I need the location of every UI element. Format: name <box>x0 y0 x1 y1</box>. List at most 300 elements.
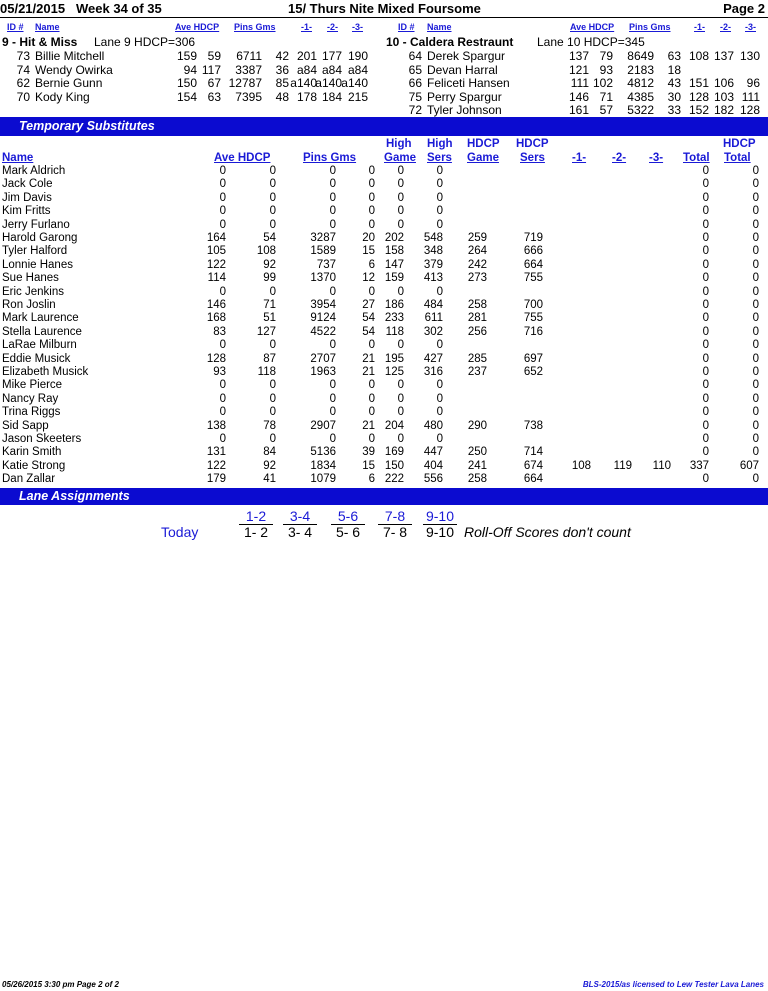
sub-pins: 0 <box>329 191 336 204</box>
sub-pins: 0 <box>329 178 336 191</box>
sub-total: 0 <box>702 272 709 285</box>
team-member-g1: 201 <box>296 49 317 63</box>
team-member-pins: 5322 <box>627 103 654 117</box>
sub-hdcp: 0 <box>269 205 276 218</box>
sub-total: 0 <box>702 392 709 405</box>
sub-hcs: 652 <box>523 366 543 378</box>
team-member-g3: a84 <box>347 62 368 77</box>
col-total: Total <box>683 152 710 164</box>
sub-hcs: 664 <box>523 258 543 271</box>
team-member-ave: 150 <box>176 76 197 90</box>
sub-ave: 168 <box>206 312 226 325</box>
team-col-g1: -1- <box>301 22 312 32</box>
sub-htotal: 0 <box>752 312 759 325</box>
sub-total: 0 <box>702 232 709 244</box>
sub-pins: 1079 <box>310 473 336 486</box>
sub-gms: 15 <box>362 245 375 258</box>
sub-pins: 0 <box>329 205 336 218</box>
sub-hcg: 273 <box>467 272 487 285</box>
team-member-gms: 33 <box>667 103 681 117</box>
sub-total: 0 <box>702 312 709 325</box>
sub-ave: 105 <box>206 245 226 258</box>
sub-hs: 404 <box>423 459 443 472</box>
sub-hs: 0 <box>436 379 443 392</box>
sub-ave: 0 <box>219 218 226 231</box>
team-member-hdcp: 59 <box>207 49 221 63</box>
col-hdcp-sers: Sers <box>520 152 545 164</box>
lane-assignment-today: 9-10 <box>425 524 455 540</box>
team-member-id: 70 <box>16 89 30 104</box>
sub-total: 0 <box>702 352 709 365</box>
team-member-g2: 106 <box>713 76 734 90</box>
sub-total: 0 <box>702 218 709 231</box>
sub-gms: 27 <box>362 299 375 311</box>
lane-pair-header: 9-10 <box>425 508 455 524</box>
sub-ave: 0 <box>219 205 226 218</box>
sub-ave: 122 <box>206 459 226 472</box>
sub-hdcp: 0 <box>269 392 276 405</box>
team-member-hdcp: 71 <box>599 89 613 104</box>
sub-hg: 150 <box>384 459 404 472</box>
sub-hdcp: 0 <box>269 165 276 177</box>
col-hdcp-game: Game <box>467 152 499 164</box>
col-high-game-top: High <box>386 138 412 150</box>
team-member-g2: 177 <box>321 49 342 63</box>
sub-pins: 1370 <box>310 272 336 285</box>
sub-total: 337 <box>689 459 709 472</box>
col-hdcp-total-top: HDCP <box>723 138 756 150</box>
sub-ave: 0 <box>219 165 226 177</box>
sub-name: Trina Riggs <box>2 406 61 419</box>
lane-pair-header: 7-8 <box>384 508 406 524</box>
sub-gms: 20 <box>362 232 375 244</box>
team-member-g2: 184 <box>321 89 342 104</box>
team-member-gms: 36 <box>275 62 289 77</box>
sub-pins: 0 <box>329 339 336 352</box>
sub-hg: 0 <box>397 406 404 419</box>
sub-g1: 108 <box>571 459 591 472</box>
lane-assignment-today: 5- 6 <box>335 524 361 540</box>
sub-hg: 0 <box>397 379 404 392</box>
sub-gms: 21 <box>362 366 375 378</box>
team-info: Lane 10 HDCP=345 <box>537 35 645 49</box>
sub-pins: 1834 <box>310 459 336 472</box>
sub-hs: 0 <box>436 339 443 352</box>
sub-hcg: 264 <box>467 245 487 258</box>
col-hdcp-sers-top: HDCP <box>516 138 549 150</box>
team-member-g1: 178 <box>296 89 317 104</box>
sub-ave: 114 <box>207 272 226 285</box>
lane-pair-header: 5-6 <box>337 508 359 524</box>
sub-gms: 0 <box>368 165 375 177</box>
sub-hcs: 700 <box>523 299 543 311</box>
sub-gms: 0 <box>368 218 375 231</box>
sub-name: Mark Laurence <box>2 312 79 325</box>
sub-hg: 0 <box>397 433 404 445</box>
sub-hg: 159 <box>384 272 404 285</box>
team-member-gms: 63 <box>667 49 681 63</box>
sub-hdcp: 0 <box>269 285 276 298</box>
team-member-id: 75 <box>408 89 422 104</box>
team-member-gms: 18 <box>667 62 681 77</box>
lane-pair-header: 1-2 <box>245 508 267 524</box>
sub-total: 0 <box>702 165 709 177</box>
sub-hs: 348 <box>423 245 443 258</box>
sub-hdcp: 41 <box>263 473 276 486</box>
sub-pins: 2907 <box>310 419 336 432</box>
team-member-pins: 4385 <box>627 89 654 104</box>
team-member-name: Perry Spargur <box>427 89 502 104</box>
footer-license: BLS-2015/as licensed to Lew Tester Lava Lanes <box>582 980 764 989</box>
sub-hcs: 755 <box>523 312 543 325</box>
sub-hg: 0 <box>397 165 404 177</box>
team-member-g2: a140 <box>315 76 342 90</box>
team-member-hdcp: 93 <box>599 62 613 77</box>
team-member-id: 74 <box>16 62 30 77</box>
sub-ave: 122 <box>206 258 226 271</box>
team-member-id: 66 <box>408 76 422 90</box>
sub-hs: 556 <box>423 473 443 486</box>
sub-htotal: 0 <box>752 352 759 365</box>
team-col-id: ID # <box>398 22 415 32</box>
sub-hg: 204 <box>384 419 404 432</box>
sub-htotal: 0 <box>752 258 759 271</box>
sub-gms: 6 <box>368 258 375 271</box>
team-member-g3: 190 <box>347 49 368 63</box>
sub-gms: 0 <box>368 339 375 352</box>
team-col-pins: Pins Gms <box>629 22 671 32</box>
sub-name: Jack Cole <box>2 178 53 191</box>
sub-name: Sid Sapp <box>2 419 49 432</box>
sub-ave: 0 <box>219 178 226 191</box>
sub-g3: 110 <box>652 459 671 472</box>
sub-hs: 611 <box>424 312 443 325</box>
sub-total: 0 <box>702 339 709 352</box>
sub-htotal: 607 <box>739 459 759 472</box>
col-hdcp-game-top: HDCP <box>467 138 500 150</box>
team-member-id: 72 <box>408 103 422 117</box>
sub-name: Ron Joslin <box>2 299 56 311</box>
col-high-sers: Sers <box>427 152 452 164</box>
sub-total: 0 <box>702 299 709 311</box>
sub-total: 0 <box>702 178 709 191</box>
sub-hcg: 285 <box>467 352 487 365</box>
sub-hcs: 666 <box>523 245 543 258</box>
team-member-ave: 94 <box>183 62 197 77</box>
sub-htotal: 0 <box>752 191 759 204</box>
sub-hg: 233 <box>384 312 404 325</box>
page-number: Page 2 <box>723 1 765 16</box>
team-member-g2: 182 <box>713 103 734 117</box>
sub-hg: 186 <box>384 299 404 311</box>
sub-hdcp: 0 <box>269 379 276 392</box>
col-name: Name <box>2 152 34 164</box>
sub-hs: 413 <box>423 272 443 285</box>
sub-pins: 3287 <box>310 232 336 244</box>
team-member-gms: 30 <box>667 89 681 104</box>
team-member-pins: 7395 <box>235 89 262 104</box>
team-member-name: Tyler Johnson <box>427 103 502 117</box>
sub-name: Tyler Halford <box>2 245 68 258</box>
sub-htotal: 0 <box>752 325 759 338</box>
sub-htotal: 0 <box>752 379 759 392</box>
sub-name: LaRae Milburn <box>2 339 77 352</box>
sub-hdcp: 0 <box>269 406 276 419</box>
team-member-g2: 137 <box>713 49 734 63</box>
team-member-g2: a84 <box>321 62 342 77</box>
sub-pins: 0 <box>329 406 336 419</box>
sub-name: Mark Aldrich <box>2 165 66 177</box>
team-member-ave: 137 <box>568 49 589 63</box>
sub-ave: 138 <box>206 419 226 432</box>
sub-hg: 118 <box>385 325 404 338</box>
sub-pins: 0 <box>329 433 336 445</box>
team-member-ave: 111 <box>570 76 589 90</box>
sub-ave: 146 <box>206 299 226 311</box>
col-high-sers-top: High <box>427 138 453 150</box>
team-member-id: 62 <box>16 76 30 90</box>
sub-pins: 0 <box>329 285 336 298</box>
header-divider <box>0 17 768 18</box>
sub-name: Elizabeth Musick <box>2 366 89 378</box>
sub-hs: 0 <box>436 205 443 218</box>
team-member-g1: a84 <box>296 62 317 77</box>
sub-htotal: 0 <box>752 285 759 298</box>
sub-hs: 0 <box>436 165 443 177</box>
team-member-g1: 152 <box>688 103 709 117</box>
sub-hdcp: 51 <box>263 312 276 325</box>
sub-ave: 0 <box>219 433 226 445</box>
team-member-id: 73 <box>16 49 30 63</box>
team-col-ave: Ave HDCP <box>570 22 615 32</box>
sub-htotal: 0 <box>752 165 759 177</box>
team-title: 10 - Caldera Restraunt <box>386 35 514 49</box>
sub-hcg: 290 <box>467 419 487 432</box>
col-pins-gms: Pins Gms <box>303 152 357 164</box>
sub-hdcp: 84 <box>263 446 276 459</box>
team-col-g1: -1- <box>694 22 705 32</box>
team-member-ave: 121 <box>568 62 589 77</box>
league-title: 15/ Thurs Nite Mixed Foursome <box>288 1 481 16</box>
sub-ave: 93 <box>213 366 226 378</box>
sub-gms: 15 <box>362 459 375 472</box>
sub-pins: 0 <box>329 165 336 177</box>
sub-ave: 0 <box>219 339 226 352</box>
sub-pins: 0 <box>329 218 336 231</box>
lane-pair-header: 3-4 <box>289 508 311 524</box>
rolloff-note: Roll-Off Scores don't count <box>464 524 631 540</box>
team-member-g3: 96 <box>746 76 760 90</box>
team-col-ave: Ave HDCP <box>175 22 220 32</box>
sub-name: Karin Smith <box>2 446 62 459</box>
team-member-g1: 108 <box>688 49 709 63</box>
sub-hdcp: 118 <box>257 366 276 378</box>
sub-ave: 0 <box>219 379 226 392</box>
team-member-name: Bernie Gunn <box>35 76 103 90</box>
sub-name: Jim Davis <box>2 191 52 204</box>
team-title: 9 - Hit & Miss <box>2 35 78 49</box>
sub-total: 0 <box>702 379 709 392</box>
sub-hdcp: 92 <box>263 258 276 271</box>
sub-htotal: 0 <box>752 419 759 432</box>
sub-total: 0 <box>702 406 709 419</box>
sub-hg: 202 <box>384 232 404 244</box>
sub-gms: 21 <box>362 352 375 365</box>
sub-hdcp: 0 <box>269 191 276 204</box>
sub-hg: 0 <box>397 285 404 298</box>
sub-name: Sue Hanes <box>2 272 59 285</box>
sub-gms: 54 <box>362 312 375 325</box>
team-member-g3: 130 <box>739 49 760 63</box>
sub-htotal: 0 <box>752 299 759 311</box>
sub-hg: 169 <box>384 446 404 459</box>
sub-htotal: 0 <box>752 178 759 191</box>
team-col-id: ID # <box>7 22 24 32</box>
sub-hg: 0 <box>397 178 404 191</box>
sub-total: 0 <box>702 419 709 432</box>
sub-ave: 131 <box>206 446 226 459</box>
sub-total: 0 <box>702 433 709 445</box>
sub-name: Eddie Musick <box>2 352 71 365</box>
sub-gms: 0 <box>368 178 375 191</box>
lane-assignment-today: 7- 8 <box>382 524 408 540</box>
sub-hdcp: 54 <box>263 232 276 244</box>
sub-hs: 0 <box>436 433 443 445</box>
team-member-pins: 12787 <box>228 76 262 90</box>
sub-name: Harold Garong <box>2 232 78 244</box>
sub-gms: 0 <box>368 285 375 298</box>
sub-htotal: 0 <box>752 392 759 405</box>
sub-hs: 379 <box>423 258 443 271</box>
team-member-hdcp: 57 <box>599 103 613 117</box>
sub-pins: 2707 <box>310 352 336 365</box>
team-col-g3: -3- <box>352 22 363 32</box>
sub-total: 0 <box>702 205 709 218</box>
sub-name: Mike Pierce <box>2 379 63 392</box>
sub-hs: 0 <box>436 191 443 204</box>
footer-timestamp: 05/26/2015 3:30 pm Page 2 of 2 <box>2 980 119 989</box>
sub-pins: 1963 <box>310 366 336 378</box>
sub-hcs: 755 <box>523 272 543 285</box>
team-col-name: Name <box>35 22 60 32</box>
sub-ave: 0 <box>219 392 226 405</box>
sub-hcg: 241 <box>467 459 487 472</box>
team-member-pins: 8649 <box>627 49 654 63</box>
sub-name: Lonnie Hanes <box>2 258 73 271</box>
sub-hdcp: 92 <box>263 459 276 472</box>
team-member-g3: 215 <box>347 89 368 104</box>
team-member-g1: 128 <box>688 89 709 104</box>
sub-htotal: 0 <box>752 205 759 218</box>
team-member-ave: 161 <box>568 103 589 117</box>
sub-hs: 548 <box>423 232 443 244</box>
sub-hdcp: 108 <box>256 245 276 258</box>
team-member-g1: 151 <box>688 76 709 90</box>
sub-name: Nancy Ray <box>2 392 59 405</box>
sub-hs: 0 <box>436 178 443 191</box>
team-member-hdcp: 102 <box>592 76 613 90</box>
sub-total: 0 <box>702 245 709 258</box>
sub-hdcp: 0 <box>269 218 276 231</box>
today-label: Today <box>161 524 199 540</box>
sub-hs: 0 <box>436 218 443 231</box>
sub-gms: 0 <box>368 205 375 218</box>
sub-name: Eric Jenkins <box>2 285 64 298</box>
sub-hs: 316 <box>423 366 443 378</box>
team-member-g1: a140 <box>290 76 317 90</box>
sub-total: 0 <box>702 446 709 459</box>
sub-hs: 484 <box>423 299 443 311</box>
sub-hg: 0 <box>397 218 404 231</box>
sub-name: Dan Zallar <box>2 473 56 486</box>
team-member-gms: 85 <box>275 76 289 90</box>
sub-ave: 164 <box>206 232 226 244</box>
section-title: Temporary Substitutes <box>19 119 155 133</box>
sub-hs: 480 <box>423 419 443 432</box>
sub-htotal: 0 <box>752 446 759 459</box>
sub-name: Jason Skeeters <box>2 433 82 445</box>
sub-htotal: 0 <box>752 245 759 258</box>
sub-htotal: 0 <box>752 339 759 352</box>
team-member-id: 64 <box>408 49 422 63</box>
team-member-ave: 159 <box>176 49 197 63</box>
sub-hcg: 281 <box>467 312 487 325</box>
sub-ave: 0 <box>219 285 226 298</box>
sub-hcg: 256 <box>467 325 487 338</box>
sub-total: 0 <box>702 285 709 298</box>
sub-hg: 147 <box>384 258 404 271</box>
sub-hcg: 237 <box>467 366 487 378</box>
team-member-g2: 103 <box>713 89 734 104</box>
sub-total: 0 <box>702 191 709 204</box>
sub-hcs: 719 <box>523 232 543 244</box>
sub-ave: 179 <box>206 473 226 486</box>
sub-hdcp: 87 <box>263 352 276 365</box>
sub-pins: 3954 <box>310 299 336 311</box>
sub-gms: 39 <box>362 446 375 459</box>
sub-name: Stella Laurence <box>2 325 82 338</box>
sub-hg: 125 <box>384 366 404 378</box>
sub-hcs: 716 <box>523 325 543 338</box>
sub-hg: 158 <box>384 245 404 258</box>
sub-htotal: 0 <box>752 232 759 244</box>
sub-ave: 83 <box>213 325 226 338</box>
section-bar-lanes <box>0 488 768 505</box>
sub-hcs: 674 <box>523 459 543 472</box>
sub-gms: 12 <box>362 272 375 285</box>
team-info: Lane 9 HDCP=306 <box>94 35 196 49</box>
col-ave-hdcp: Ave HDCP <box>214 152 271 164</box>
sub-hg: 222 <box>384 473 404 486</box>
sub-hdcp: 99 <box>263 272 276 285</box>
sub-gms: 6 <box>368 473 375 486</box>
sub-hdcp: 78 <box>263 419 276 432</box>
sub-hcg: 250 <box>467 446 487 459</box>
team-member-g3: 111 <box>741 89 760 104</box>
team-member-ave: 154 <box>176 89 197 104</box>
team-member-id: 65 <box>408 62 422 77</box>
team-member-name: Kody King <box>35 89 90 104</box>
sub-hs: 0 <box>436 392 443 405</box>
team-member-pins: 2183 <box>627 62 654 77</box>
team-member-gms: 43 <box>667 76 681 90</box>
section-bar-substitutes <box>0 117 768 136</box>
sub-ave: 0 <box>219 191 226 204</box>
sub-name: Jerry Furlano <box>2 218 70 231</box>
team-member-gms: 48 <box>275 89 289 104</box>
sub-hcs: 714 <box>523 446 543 459</box>
sub-ave: 0 <box>219 406 226 419</box>
